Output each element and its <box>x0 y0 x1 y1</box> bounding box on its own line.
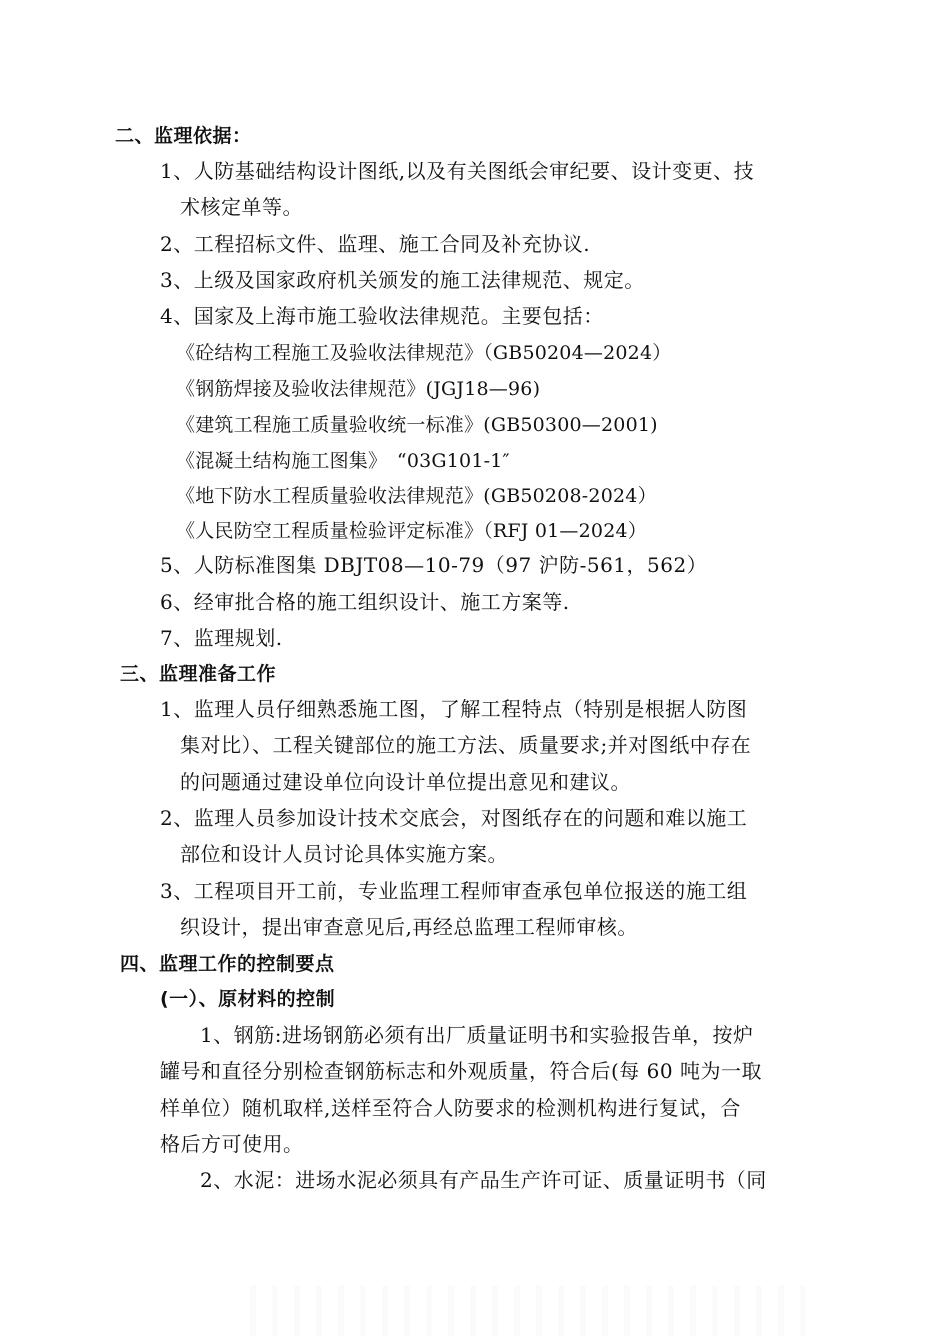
standard-item: 《建筑工程施工质量验收统一标准》(GB50300—2001) <box>176 414 658 436</box>
section-heading-control-points: 四、监理工作的控制要点 <box>120 953 335 975</box>
prep-item-2-line-2: 部位和设计人员讨论具体实施方案。 <box>180 842 508 866</box>
standard-item: 《混凝土结构施工图集》 “03G101-1″ <box>176 450 510 472</box>
basis-item-6: 6、经审批合格的施工组织设计、施工方案等. <box>160 590 570 614</box>
prep-item-1-line-1: 1、监理人员仔细熟悉施工图，了解工程特点（特别是根据人防图 <box>160 697 748 721</box>
standard-item: 《砼结构工程施工及验收法律规范》（GB50204—2024） <box>176 342 672 364</box>
prep-item-2-line-1: 2、监理人员参加设计技术交底会，对图纸存在的问题和难以施工 <box>160 806 748 830</box>
basis-item-1-line-1: 1、人防基础结构设计图纸,以及有关图纸会审纪要、设计变更、技 <box>160 159 755 183</box>
basis-item-3: 3、上级及国家政府机关颁发的施工法律规范、规定。 <box>160 268 645 292</box>
section-heading-basis: 二、监理依据： <box>115 125 252 147</box>
section-heading-preparation: 三、监理准备工作 <box>120 663 277 685</box>
prep-item-3-line-1: 3、工程项目开工前，专业监理工程师审查承包单位报送的施工组 <box>160 879 748 903</box>
standard-item: 《人民防空工程质量检验评定标准》（RFJ 01—2024） <box>176 520 647 542</box>
subheading-raw-materials: (一）、原材料的控制 <box>160 988 336 1010</box>
rebar-line-2: 罐号和直径分别检查钢筋标志和外观质量，符合后(每 60 吨为一取 <box>160 1059 762 1083</box>
cement-line-1: 2、水泥：进场水泥必须具有产品生产许可证、质量证明书（同 <box>200 1168 767 1192</box>
basis-item-4: 4、国家及上海市施工验收法律规范。主要包括： <box>160 304 604 328</box>
basis-item-1-line-2: 术核定单等。 <box>180 195 303 219</box>
rebar-line-3: 样单位）随机取样,送样至符合人防要求的检测机构进行复试，合 <box>160 1096 741 1120</box>
faded-bleed-through <box>250 1286 810 1336</box>
standard-item: 《钢筋焊接及验收法律规范》(JGJ18—96) <box>176 378 541 400</box>
rebar-line-1: 1、钢筋:进场钢筋必须有出厂质量证明书和实验报告单，按炉 <box>200 1023 754 1047</box>
rebar-line-4: 格后方可使用。 <box>160 1132 304 1156</box>
basis-item-5: 5、人防标准图集 DBJT08—10-79（97 沪防-561，562） <box>160 553 708 577</box>
standard-item: 《地下防水工程质量验收法律规范》(GB50208-2024） <box>176 485 657 507</box>
prep-item-1-line-2: 集对比）、工程关键部位的施工方法、质量要求;并对图纸中存在 <box>180 733 752 757</box>
basis-item-7: 7、监理规划. <box>160 626 283 650</box>
prep-item-1-line-3: 的问题通过建设单位向设计单位提出意见和建议。 <box>180 770 631 794</box>
prep-item-3-line-2: 织设计，提出审查意见后,再经总监理工程师审核。 <box>180 915 638 939</box>
basis-item-2: 2、工程招标文件、监理、施工合同及补充协议. <box>160 232 591 256</box>
